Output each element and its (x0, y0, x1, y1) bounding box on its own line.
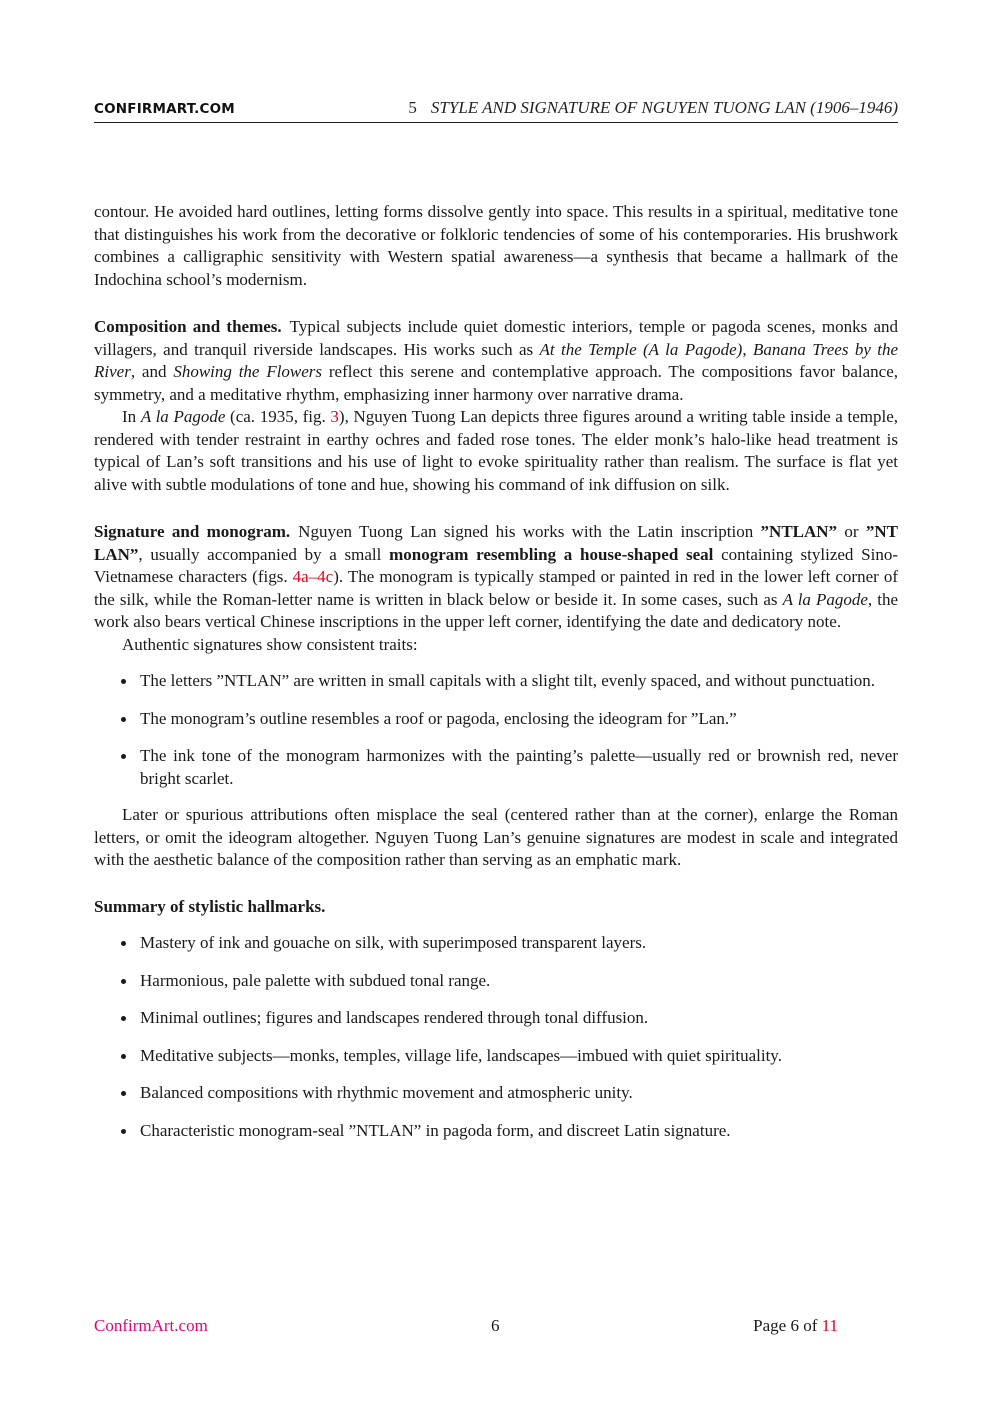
list-item: Minimal outlines; figures and landscapes rendered through tonal diffusion. (140, 1007, 898, 1030)
section-title: STYLE AND SIGNATURE OF NGUYEN TUONG LAN (1906–1946) (430, 98, 898, 117)
page-header (94, 98, 898, 123)
text-run: Typical subjects include quiet domestic interiors, temple or pagoda scenes, monks and villagers, and tranquil riverside landscapes. His works such as (94, 317, 898, 359)
list-item: The ink tone of the monogram harmonizes with the painting’s palette—usually red or brownish red, never bright scarlet. (140, 745, 898, 790)
total-pages-link[interactable]: 11 (821, 1316, 838, 1335)
signature-paragraph (94, 521, 898, 634)
summary-heading: Summary of stylistic hallmarks. (94, 896, 326, 916)
signature-heading: Signature and monogram. (94, 522, 291, 541)
site-logo: CONFIRMART.COM (94, 101, 235, 117)
list-item: Balanced compositions with rhythmic movement and atmospheric unity. (140, 1082, 898, 1105)
list-item: Characteristic monogram-seal ”NTLAN” in pagoda form, and discreet Latin signature. (140, 1120, 898, 1143)
section-number: 5 (408, 98, 417, 117)
footer-page-of (753, 1316, 838, 1336)
figure-ref-link[interactable]: 3 (330, 407, 339, 426)
footer-page-number: 6 (491, 1316, 500, 1335)
list-item: Mastery of ink and gouache on silk, with superimposed transparent layers. (140, 932, 898, 955)
text-run: , (742, 339, 753, 359)
list-item: The letters ”NTLAN” are written in small capitals with a slight tilt, evenly spaced, and without punctuation. (140, 670, 898, 693)
bold-text: monogram resembling a house-shaped seal (389, 544, 714, 564)
work-title: Showing the Flowers (173, 362, 323, 381)
composition-heading: Composition and themes. (94, 317, 282, 336)
text-run: reflect this serene and contemplative approach. The compositions favor balance, symmetry, and a meditative rhythm, emphasizing inner harmony over narrative drama. (94, 362, 899, 404)
text-run: or (837, 522, 866, 541)
work-title: Banana Trees by the River (94, 339, 899, 381)
work-title: At the Temple (A la Pagode) (539, 339, 743, 359)
list-item: Meditative subjects—monks, temples, village life, landscapes—imbued with quiet spirituality. (140, 1045, 898, 1068)
text-run: ). The monogram is typically stamped or painted in red in the lower left corner of the silk, while the Roman-letter name is written in black below or beside it. In some cases, such as (94, 567, 898, 609)
text-run: Nguyen Tuong Lan signed his works with the Latin inscription (298, 522, 761, 541)
figure-ref-link[interactable]: 4a–4c (292, 567, 334, 586)
text-run: In (122, 407, 141, 426)
page-of-label: Page 6 of (753, 1316, 822, 1335)
composition-paragraph (94, 316, 898, 406)
attribution-paragraph: Later or spurious attributions often misplace the seal (centered rather than at the corner), enlarge the Roman letters, or omit the ideogram altogether. Nguyen Tuong Lan’s genuine signatures are modest in scale and integrated with the aesthetic balance of the composition rather than serving as an emphatic mark. (94, 805, 898, 869)
text-run: , the work also bears vertical Chinese inscriptions in the upper left corner, identifying the date and dedicatory note. (94, 589, 898, 631)
page-body (94, 201, 898, 1157)
text-run: , usually accompanied by a small (138, 544, 390, 564)
bold-text: ”NT LAN” (94, 522, 899, 564)
traits-intro: Authentic signatures show consistent traits: (122, 634, 418, 654)
work-title: A la Pagode (782, 589, 868, 609)
traits-list (94, 670, 898, 790)
work-title: A la Pagode (140, 407, 226, 426)
list-item: The monogram’s outline resembles a roof or pagoda, enclosing the ideogram for ”Lan.” (140, 708, 898, 731)
pagode-paragraph (94, 406, 898, 496)
list-item: Harmonious, pale palette with subdued tonal range. (140, 970, 898, 993)
running-title (408, 98, 898, 118)
text-run: ), Nguyen Tuong Lan depicts three figures around a writing table inside a temple, rendered with tender restraint in earthy ochres and faded rose tones. The elder monk’s halo-like head treatment is typical of Lan’s soft transitions and his use of light to evoke spirituality rather than realism. The surface is flat yet alive with subtle modulations of tone and hue, showing his command of ink diffusion on silk. (94, 407, 898, 494)
bold-text: ”NTLAN” (760, 522, 838, 541)
text-run: , and (130, 362, 174, 381)
page-footer (94, 1316, 838, 1338)
intro-paragraph: contour. He avoided hard outlines, letting forms dissolve gently into space. This results in a spiritual, meditative tone that distinguishes his work from the decorative or folkloric tendencies of some of his contemporaries. His brushwork combines a calligraphic sensitivity with Western spatial awareness—a synthesis that became a hallmark of the Indochina school’s modernism. (94, 202, 898, 289)
footer-site-link[interactable]: ConfirmArt.com (94, 1316, 208, 1335)
text-run: (ca. 1935, fig. (225, 407, 331, 426)
text-run: containing stylized Sino-Vietnamese characters (figs. (94, 544, 898, 586)
summary-list (94, 932, 898, 1142)
